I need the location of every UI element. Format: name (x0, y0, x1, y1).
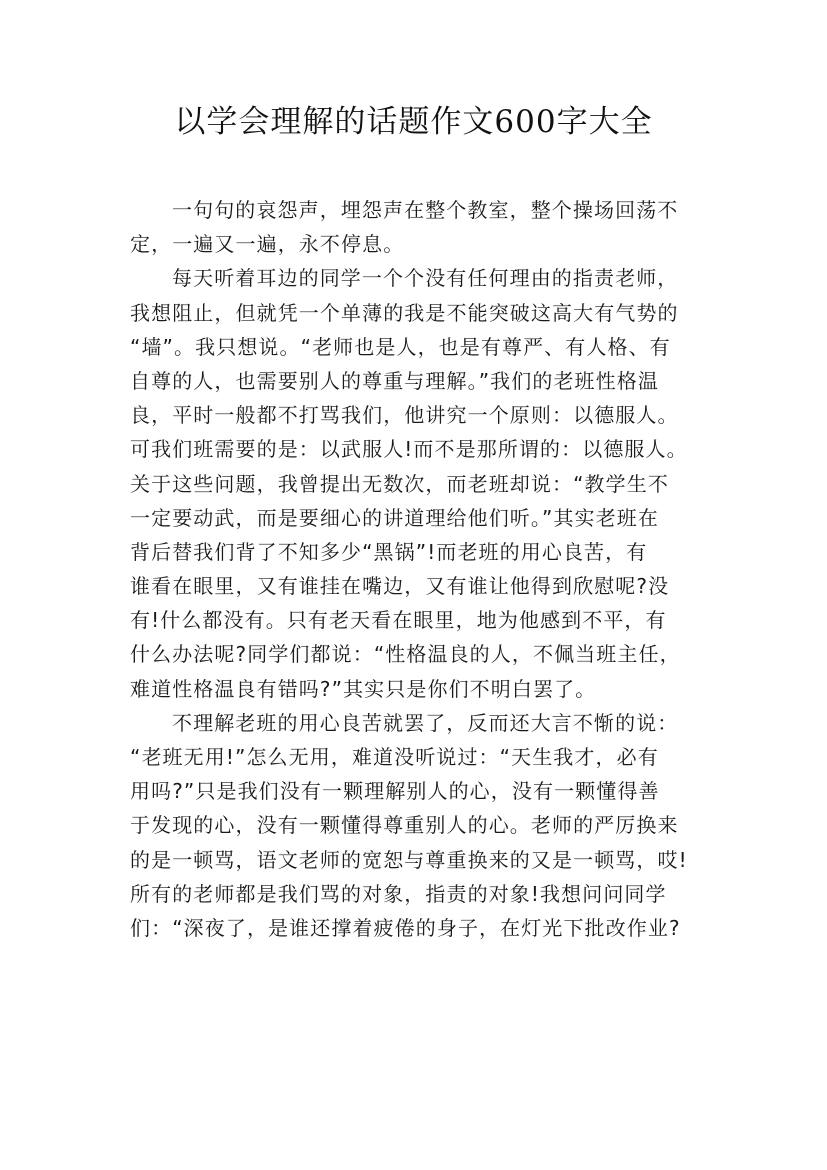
paragraph-line: 什么办法呢?同学们都说：“性格温良的人，不佩当班主任， (130, 642, 681, 667)
paragraph-line: 不理解老班的用心良苦就罢了，反而还大言不惭的说： (172, 710, 679, 735)
paragraph-line: 谁看在眼里，又有谁挂在嘴边，又有谁让他得到欣慰呢?没 (130, 574, 670, 599)
paragraph-line: 一句句的哀怨声，埋怨声在整个教室，整个操场回荡不 (172, 198, 679, 222)
paragraph-line: 良，平时一般都不打骂我们，他讲究一个原则：以德服人。 (130, 403, 679, 428)
paragraph-line: 所有的老师都是我们骂的对象，指责的对象!我想问问同学 (130, 881, 667, 906)
paragraph-line: 定，一遍又一遍，永不停息。 (130, 232, 405, 257)
paragraph-line: “墙”。我只想说。“老师也是人，也是有尊严、有人格、有 (130, 334, 671, 359)
paragraph-line: 可我们班需要的是：以武服人!而不是那所谓的：以德服人。 (130, 437, 688, 462)
paragraph-line: 于发现的心，没有一颗懂得尊重别人的心。老师的严厉换来 (130, 813, 679, 838)
paragraph-line: 背后替我们背了不知多少“黑锅”!而老班的用心良苦，有 (130, 539, 648, 564)
paragraph-line: 自尊的人，也需要别人的尊重与理解。”我们的老班性格温 (130, 368, 659, 393)
paragraph-line: 有!什么都没有。只有老天看在眼里，地为他感到不平，有 (130, 608, 667, 633)
paragraph-line: 每天听着耳边的同学一个个没有任何理由的指责老师， (172, 266, 679, 291)
paragraph-line: 一定要动武，而是要细心的讲道理给他们听。”其实老班在 (130, 505, 659, 530)
paragraph-line: 们：“深夜了，是谁还撑着疲倦的身子，在灯光下批改作业? (130, 915, 681, 940)
paragraph-line: “老班无用!”怎么无用，难道没听说过：“天生我才，必有 (130, 745, 659, 769)
paragraph-line: 用吗?”只是我们没有一颗理解别人的心，没有一颗懂得善 (130, 779, 660, 804)
document-title: 以学会理解的话题作文600字大全 (174, 104, 653, 140)
paragraph-line: 的是一顿骂，语文老师的宽恕与尊重换来的又是一顿骂，哎! (130, 847, 688, 872)
paragraph-line: 难道性格温良有错吗?”其实只是你们不明白罢了。 (130, 676, 597, 701)
document-body (130, 193, 710, 945)
paragraph-line: 我想阻止，但就凭一个单薄的我是不能突破这高大有气势的 (130, 300, 679, 325)
paragraph-line: 关于这些问题，我曾提出无数次，而老班却说：“教学生不 (130, 471, 669, 496)
